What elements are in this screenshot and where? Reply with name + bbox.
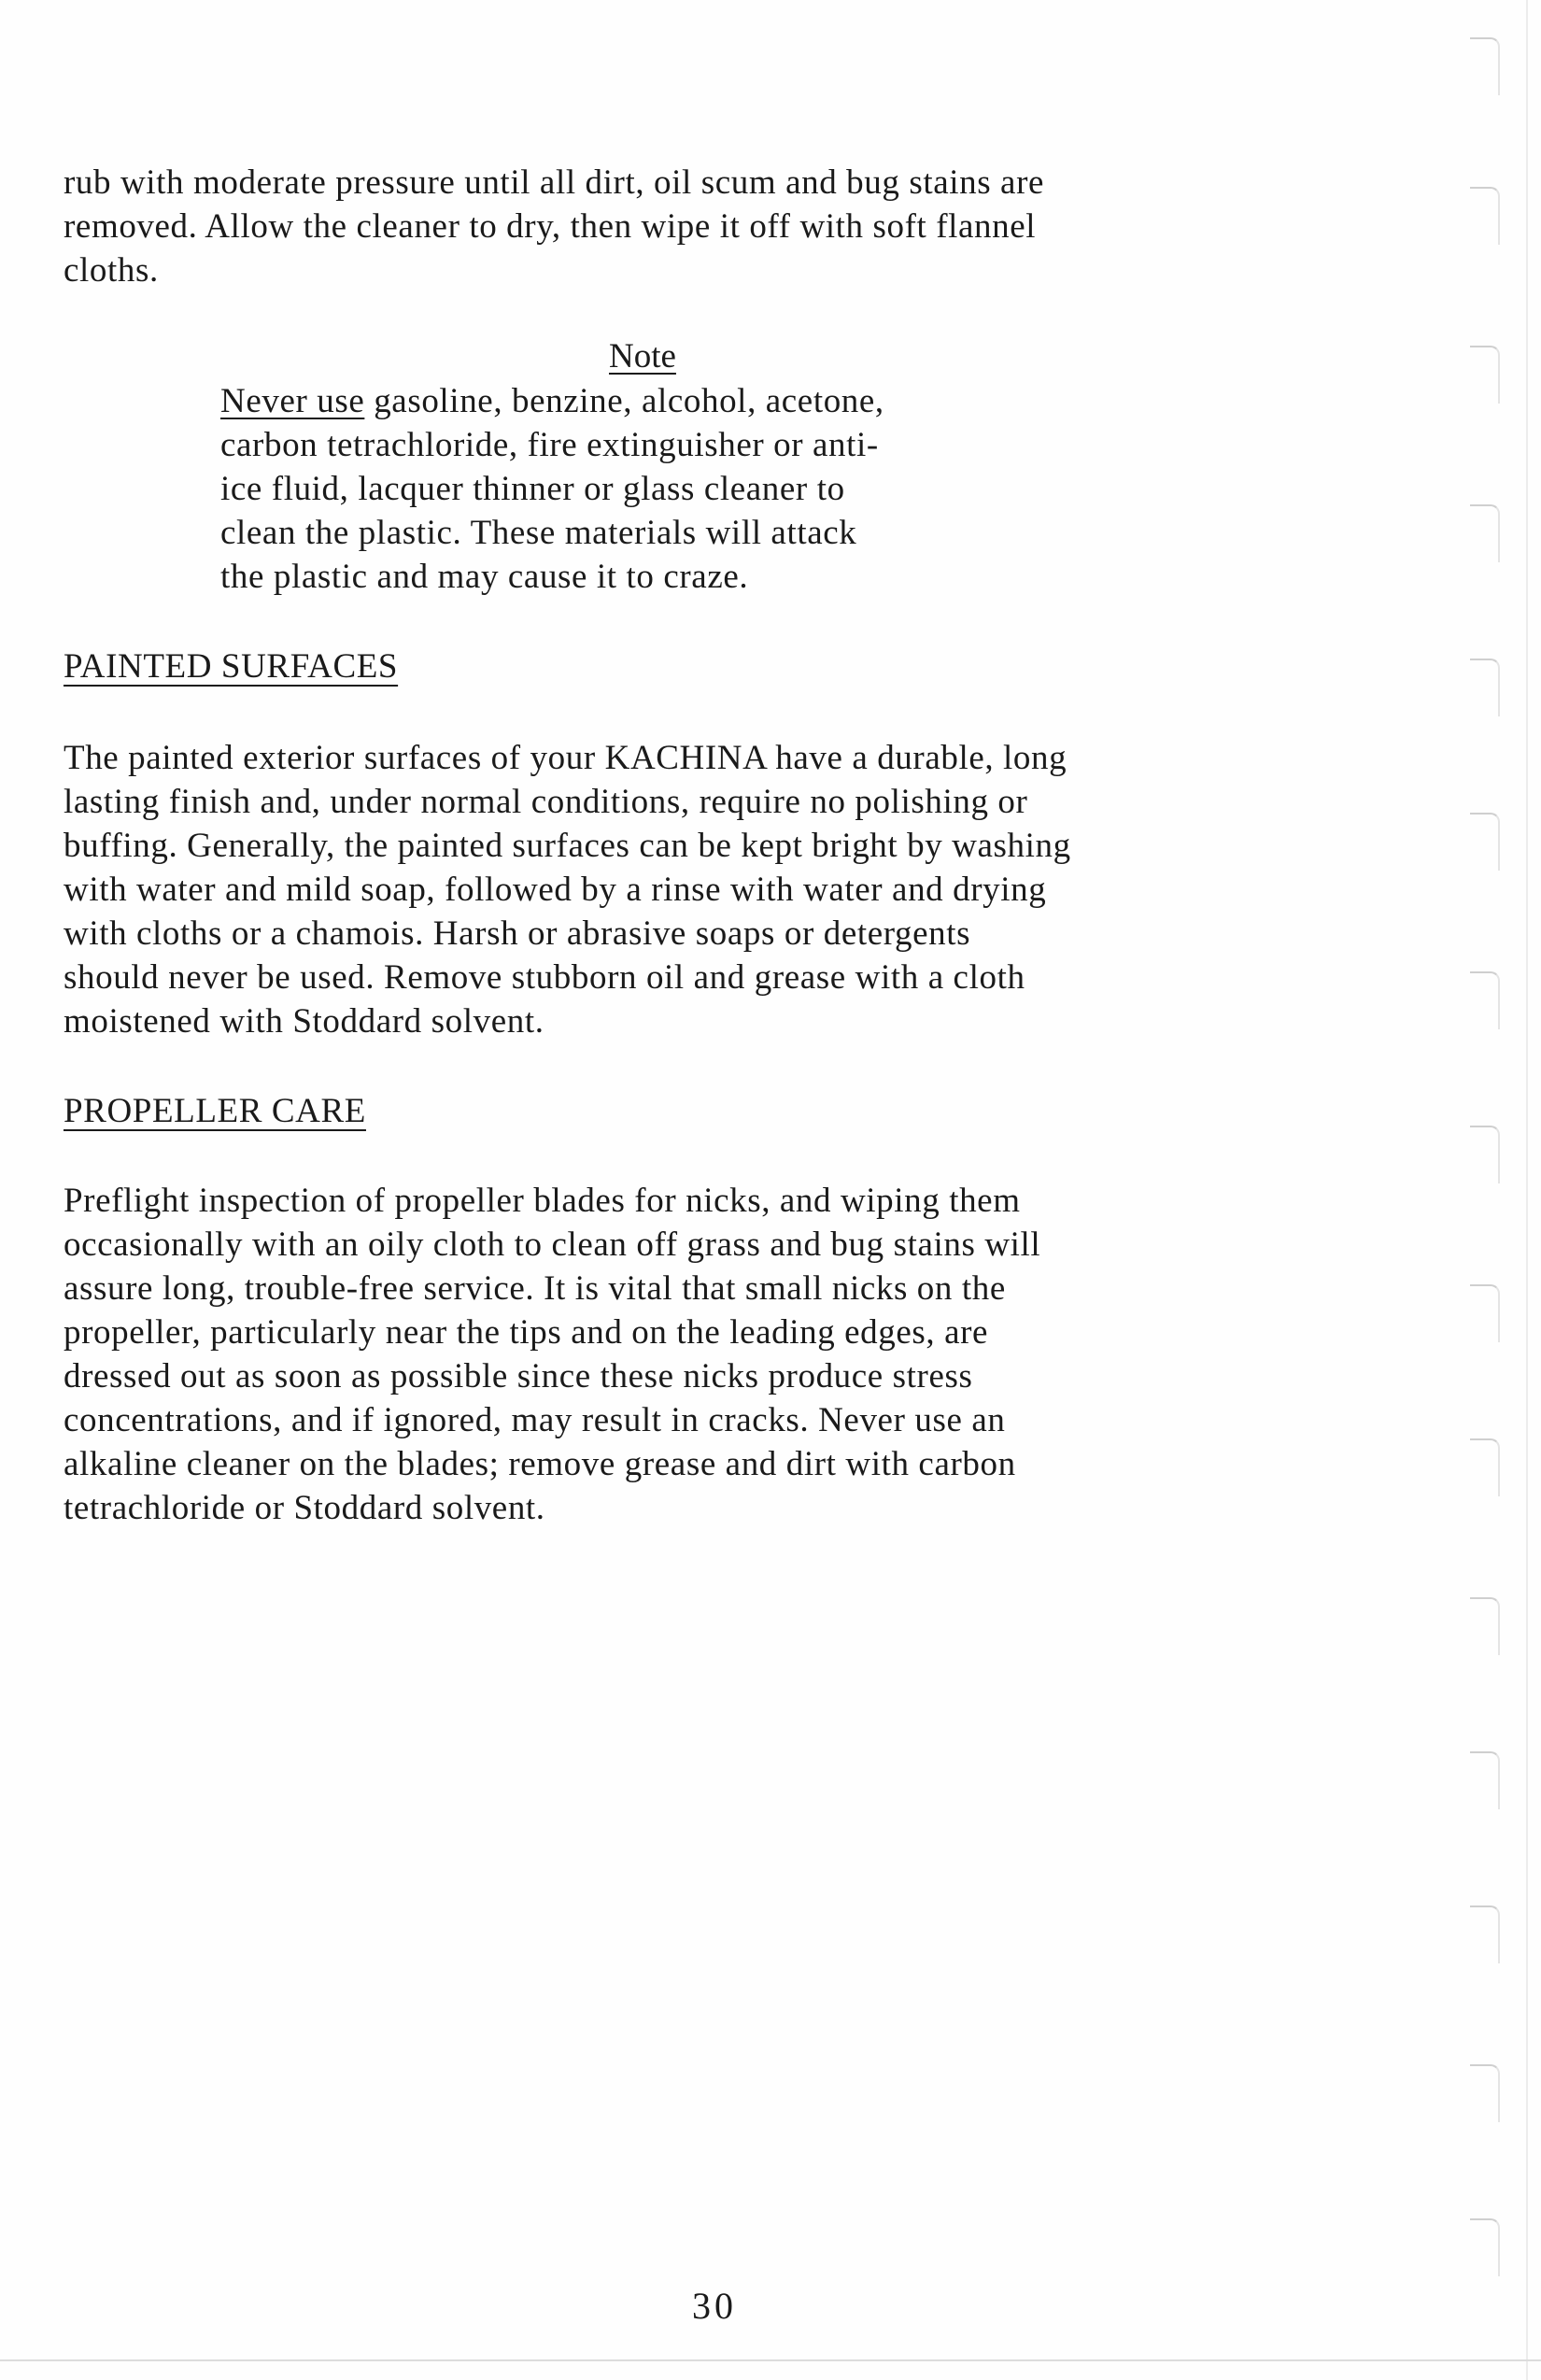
paragraph-line: buffing. Generally, the painted surfaces can be kept bright by washing	[64, 827, 1071, 865]
section-heading-propeller-care: PROPELLER CARE	[64, 1092, 366, 1130]
binder-tab-mark	[1470, 504, 1500, 562]
note-line: ice fluid, lacquer thinner or glass cleaner to	[220, 470, 845, 508]
binder-tab-mark	[1470, 1126, 1500, 1183]
paragraph-line: tetrachloride or Stoddard solvent.	[64, 1489, 545, 1527]
note-line	[220, 379, 1108, 423]
page-edge-line	[1526, 0, 1528, 2380]
paragraph-line: The painted exterior surfaces of your KACHINA have a durable, long	[64, 739, 1067, 777]
binder-tab-edge	[1476, 0, 1541, 2380]
binder-tab-mark	[1470, 187, 1500, 245]
paragraph-line: alkaline cleaner on the blades; remove grease and dirt with carbon	[64, 1445, 1016, 1483]
section-heading-painted-surfaces: PAINTED SURFACES	[64, 647, 399, 686]
paragraph-line: with cloths or a chamois. Harsh or abrasive soaps or detergents	[64, 914, 971, 953]
note-title: Note	[609, 337, 676, 375]
paragraph-line: removed. Allow the cleaner to dry, then wipe it off with soft flannel	[64, 207, 1037, 246]
binder-tab-mark	[1470, 37, 1500, 95]
binder-tab-mark	[1470, 1597, 1500, 1655]
paragraph-line: moistened with Stoddard solvent.	[64, 1002, 544, 1041]
note-emphasis: Never use	[220, 382, 365, 420]
note-line-rest: gasoline, benzine, alcohol, acetone,	[364, 382, 884, 420]
binder-tab-mark	[1470, 2064, 1500, 2122]
intro-paragraph	[64, 161, 1334, 292]
paragraph-line: cloths.	[64, 251, 159, 290]
binder-tab-mark	[1470, 1438, 1500, 1496]
paragraph-line: Preflight inspection of propeller blades for nicks, and wiping them	[64, 1182, 1021, 1220]
paragraph-line: occasionally with an oily cloth to clean off grass and bug stains will	[64, 1225, 1041, 1264]
note-paragraph	[220, 379, 1108, 599]
painted-surfaces-paragraph	[64, 736, 1334, 1043]
propeller-care-paragraph	[64, 1179, 1334, 1530]
page-bottom-edge	[0, 2359, 1541, 2361]
binder-tab-mark	[1470, 813, 1500, 871]
paragraph-line: rub with moderate pressure until all dirt, oil scum and bug stains are	[64, 163, 1045, 202]
note-line: carbon tetrachloride, fire extinguisher or anti-	[220, 426, 879, 464]
page-number: 30	[692, 2285, 737, 2327]
note-line: the plastic and may cause it to craze.	[220, 558, 749, 596]
paragraph-line: with water and mild soap, followed by a rinse with water and drying	[64, 871, 1047, 909]
paragraph-line: assure long, trouble-free service. It is vital that small nicks on the	[64, 1269, 1006, 1308]
binder-tab-mark	[1470, 1905, 1500, 1963]
binder-tab-mark	[1470, 971, 1500, 1029]
binder-tab-mark	[1470, 1751, 1500, 1809]
paragraph-line: should never be used. Remove stubborn oil and grease with a cloth	[64, 958, 1025, 997]
paragraph-line: concentrations, and if ignored, may result in cracks. Never use an	[64, 1401, 1006, 1439]
binder-tab-mark	[1470, 1284, 1500, 1342]
binder-tab-mark	[1470, 346, 1500, 404]
binder-tab-mark	[1470, 659, 1500, 716]
note-line: clean the plastic. These materials will attack	[220, 514, 857, 552]
paragraph-line: propeller, particularly near the tips and on the leading edges, are	[64, 1313, 989, 1352]
paragraph-line: dressed out as soon as possible since these nicks produce stress	[64, 1357, 973, 1395]
paragraph-line: lasting finish and, under normal conditions, require no polishing or	[64, 783, 1028, 821]
binder-tab-mark	[1470, 2218, 1500, 2276]
